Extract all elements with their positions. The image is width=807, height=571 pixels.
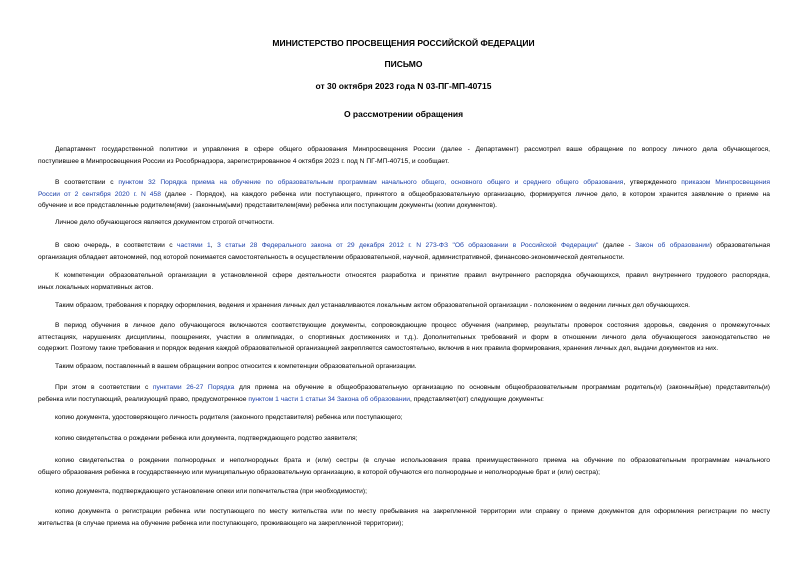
link-punkty-26-27[interactable]: пунктами 26-27 Порядка bbox=[152, 384, 235, 391]
list-item-4: копию документа, подтверждающего установление опеки или попечительства (при необходимости); bbox=[55, 488, 367, 495]
link-chasti-1[interactable]: частями 1 bbox=[177, 242, 211, 249]
document-type: ПИСЬМО bbox=[384, 59, 423, 69]
paragraph-1: Департамент государственной политики и управления в сфере общего образования Минпросвещения России (далее - Департамент) рассмотрел ваше обращение по вопросу личного дела обучающегося, поступившее в Минпросвещения России из Рособрнадзора, зарегистрированное 4 октября 2023 г. под N ПГ-МП-40715, и сообщает. bbox=[38, 146, 770, 165]
paragraph-8: Таким образом, поставленный в вашем обращении вопрос относится к компетенции образовательной организации. bbox=[55, 363, 417, 370]
paragraph-2: В соответствии с пунктом 32 Порядка приема на обучение по образовательным программам начального общего, основного общего и среднего общего образования, утвержденного приказом Минпросвещения России от 2 сентября 2020 г. N 458 (далее - Порядок), на каждого ребенка или поступающего, принятого в общеобразовательную организацию, формируется личное дело, в котором хранится заявление о приеме на обучение и все представленные родителем(ями) (законным(ыми) представителем(ями) ребенка или поступающим документы (копии документов). bbox=[38, 179, 770, 209]
ministry-title: МИНИСТЕРСТВО ПРОСВЕЩЕНИЯ РОССИЙСКОЙ ФЕДЕРАЦИИ bbox=[272, 38, 535, 48]
list-item-1: копию документа, удостоверяющего личность родителя (законного представителя) ребенка или поступающего; bbox=[55, 414, 403, 421]
link-punkt-32-poryadka[interactable]: пунктом 32 Порядка приема на обучение по образовательным программам начального общего, основного общего и среднего общего образования bbox=[118, 179, 624, 186]
paragraph-9: При этом в соответствии с пунктами 26-27 Порядка для приема на обучение в общеобразовательную организацию по основным общеобразовательным программам родитель(и) (законный(ые) представитель(и) ребенка или поступающий, реализующий право, предусмотренное пунктом 1 части 1 статьи 34 Закона об образовании, представляет(ют) следующие документы: bbox=[38, 384, 771, 403]
document-date-number: от 30 октября 2023 года N 03-ПГ-МП-40715 bbox=[315, 81, 492, 91]
paragraph-6: Таким образом, требования к порядку оформления, ведения и хранения личных дел устанавливаются локальным актом образовательной организации - положением о ведении личных дел обучающихся. bbox=[55, 302, 691, 309]
link-prikaz-458-part2[interactable]: России от 2 сентября 2020 г. N 458 bbox=[38, 190, 161, 198]
list-item-2: копию свидетельства о рождении ребенка или документа, подтверждающего родство заявителя; bbox=[55, 435, 358, 442]
paragraph-5: К компетенции образовательной организации в установленной сфере деятельности относятся разработка и принятие правил внутреннего распорядка обучающихся, правил внутреннего трудового распорядка, иных локальных нормативных актов. bbox=[38, 272, 770, 291]
link-punkt-1-stati-34[interactable]: пунктом 1 части 1 статьи 34 Закона об образовании bbox=[248, 395, 411, 403]
link-zakon-273-fz[interactable]: 3 статьи 28 Федерального закона от 29 декабря 2012 г. N 273-ФЗ "Об образовании в Российской Федерации" bbox=[217, 242, 599, 249]
paragraph-4: В свою очередь, в соответствии с частями 1, 3 статьи 28 Федерального закона от 29 декабря 2012 г. N 273-ФЗ "Об образовании в Российской Федерации" (далее - Закон об образовании) образовательная организация обладает автономией, под которой понимается самостоятельность в осуществлении образовательной, научной, административной, финансово-экономической деятельности. bbox=[38, 242, 770, 261]
link-zakon-ob-obrazovanii[interactable]: Закон об образовании bbox=[635, 242, 710, 249]
list-item-5: копию документа о регистрации ребенка или поступающего по месту жительства или по месту пребывания на закрепленной территории или справку о приеме документов для оформления регистрации по месту жительства (в случае приема на обучение ребенка или поступающего, проживающего на закрепленной территории); bbox=[38, 508, 770, 527]
paragraph-3: Личное дело обучающегося является документом строгой отчетности. bbox=[55, 219, 274, 226]
list-item-3: копию свидетельства о рождении полнородных и неполнородных брата и (или) сестры (в случае использования права преимущественного приема на обучение по образовательным программам начального общего образования ребенка в государственную или муниципальную образовательную организацию, в которой обучаются его полнородные и неполнородные брат и (или) сестра); bbox=[38, 457, 770, 476]
paragraph-7: В период обучения в личное дело обучающегося включаются соответствующие документы, сопровождающие процесс обучения (например, результаты проверок состояния здоровья, сведения о промежуточных аттестациях, нарушениях дисциплины, поощрениях, участии в олимпиадах, о спортивных достижениях и т.д.). Дополнительных требований и форм в отношении личного дела обучающегося законодательство не содержит. Поэтому такие требования и порядок ведения каждой образовательной организацией закрепляется самостоятельно, включив в них правила формирования, хранения личных дел, выдачи документов из них. bbox=[38, 322, 770, 352]
document-subject: О рассмотрении обращения bbox=[343, 109, 464, 119]
link-prikaz-458-part1[interactable]: приказом Минпросвещения bbox=[681, 179, 770, 186]
